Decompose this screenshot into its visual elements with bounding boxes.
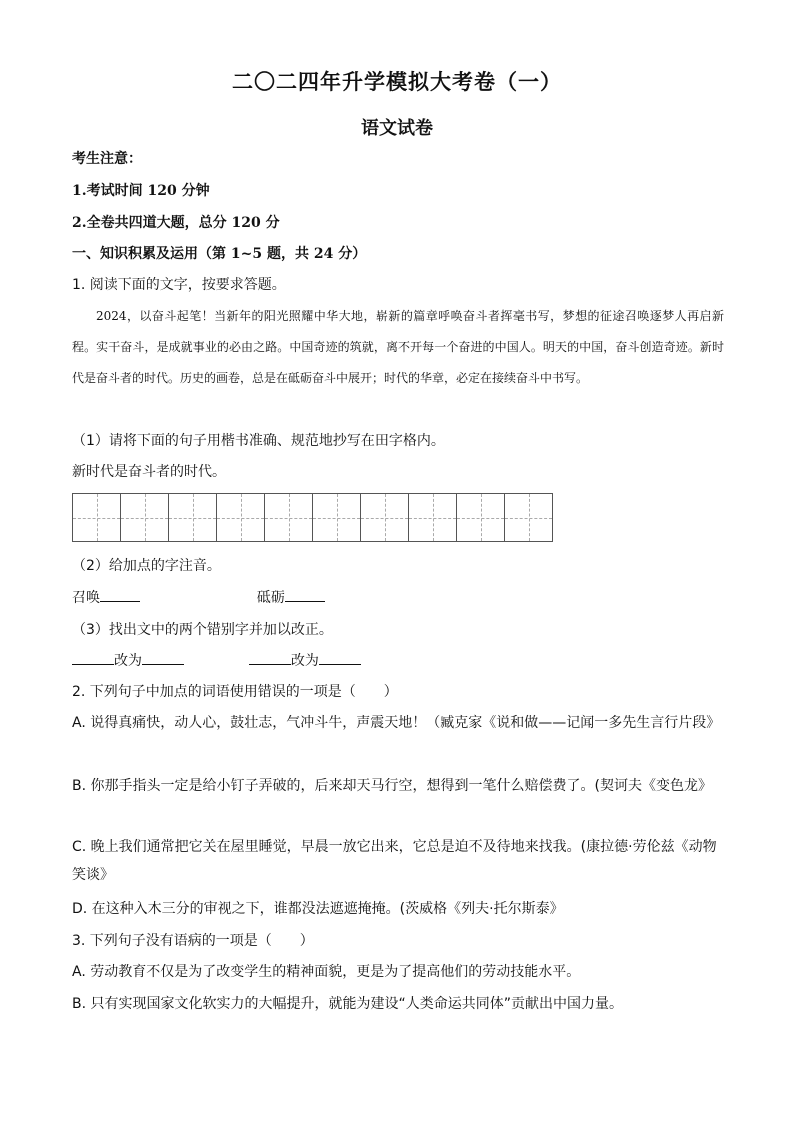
correct-char-blank-2[interactable] (319, 664, 361, 665)
copy-sentence: 新时代是奋斗者的时代。 (72, 464, 226, 480)
question-2-option-b[interactable]: B. 你那手指头一定是给小钉子弄破的，后来却天马行空，想得到一笔什么赔偿费了。(契诃夫《变色龙》 (72, 778, 712, 794)
question-2-option-c[interactable]: C. 晚上我们通常把它关在屋里睡觉，早晨一放它出来，它总是迫不及待地来找我。(康拉德·劳伦兹《动物笑谈》 (72, 839, 717, 883)
question-3-option-a[interactable]: A. 劳动教育不仅是为了改变学生的精神面貌，更是为了提高他们的劳动技能水平。 (72, 964, 581, 980)
change-label-1: 改为 (114, 653, 142, 669)
correct-char-blank-1[interactable] (142, 664, 184, 665)
grid-cell[interactable] (456, 493, 505, 542)
exam-title: 二〇二四年升学模拟大考卷（一） (232, 69, 562, 94)
tianzige-grid[interactable] (72, 493, 553, 542)
question-2-option-d[interactable]: D. 在这种入木三分的审视之下，谁都没法遮遮掩掩。(茨威格《列夫·托尔斯泰》 (72, 901, 564, 917)
wrong-char-blank-2[interactable] (249, 664, 291, 665)
grid-cell[interactable] (120, 493, 169, 542)
grid-cell[interactable] (312, 493, 361, 542)
question-1-sub-2: （2）给加点的字注音。 (72, 558, 221, 574)
wrong-char-blank-1[interactable] (72, 664, 114, 665)
question-1-sub-1: （1）请将下面的句子用楷书准确、规范地抄写在田字格内。 (72, 433, 445, 449)
grid-cell[interactable] (408, 493, 457, 542)
pinyin-blank-2[interactable] (285, 601, 325, 602)
question-2-option-a[interactable]: A. 说得真痛快，动人心，鼓壮志，气冲斗牛，声震天地！（臧克家《说和做——记闻一多先生言行片段》 (72, 715, 721, 731)
question-1-stem: 1. 阅读下面的文字，按要求答题。 (72, 277, 286, 293)
pinyin-answer-row (72, 589, 325, 607)
pinyin-word-1: 召唤 (72, 590, 100, 606)
question-1-sub-3: （3）找出文中的两个错别字并加以改正。 (72, 622, 333, 638)
correction-row (72, 652, 361, 670)
pinyin-word-2: 砥砺 (256, 590, 285, 606)
question-3-option-b[interactable]: B. 只有实现国家文化软实力的大幅提升，就能为建设“人类命运共同体”贡献出中国力量。 (72, 996, 624, 1012)
grid-cell[interactable] (264, 493, 313, 542)
exam-subtitle: 语文试卷 (361, 118, 433, 139)
notice-heading: 考生注意： (72, 151, 142, 167)
change-label-2: 改为 (290, 653, 319, 669)
notice-item-1: 1.考试时间 120 分钟 (72, 183, 210, 199)
pinyin-blank-1[interactable] (100, 601, 140, 602)
grid-cell[interactable] (216, 493, 265, 542)
question-2-stem: 2. 下列句子中加点的词语使用错误的一项是（ ） (72, 684, 398, 700)
question-3-stem: 3. 下列句子没有语病的一项是（ ） (72, 933, 314, 949)
grid-cell[interactable] (72, 493, 121, 542)
grid-cell[interactable] (360, 493, 409, 542)
section-heading: 一、知识积累及运用（第 1~5 题，共 24 分） (72, 246, 367, 262)
reading-passage: 2024，以奋斗起笔！当新年的阳光照耀中华大地，崭新的篇章呼唤奋斗者挥毫书写，梦想的征途召唤逐梦人再启新程。实干奋斗，是成就事业的必由之路。中国奇迹的筑就，离不开每一个奋进的中国人。明天的中国，奋斗创造奇迹。新时代是奋斗者的时代。历史的画卷，总是在砥砺奋斗中展开；时代的华章，必定在接续奋斗中书写。 (72, 309, 724, 385)
grid-cell[interactable] (504, 493, 553, 542)
notice-item-2: 2.全卷共四道大题，总分 120 分 (72, 215, 280, 231)
grid-cell[interactable] (168, 493, 217, 542)
